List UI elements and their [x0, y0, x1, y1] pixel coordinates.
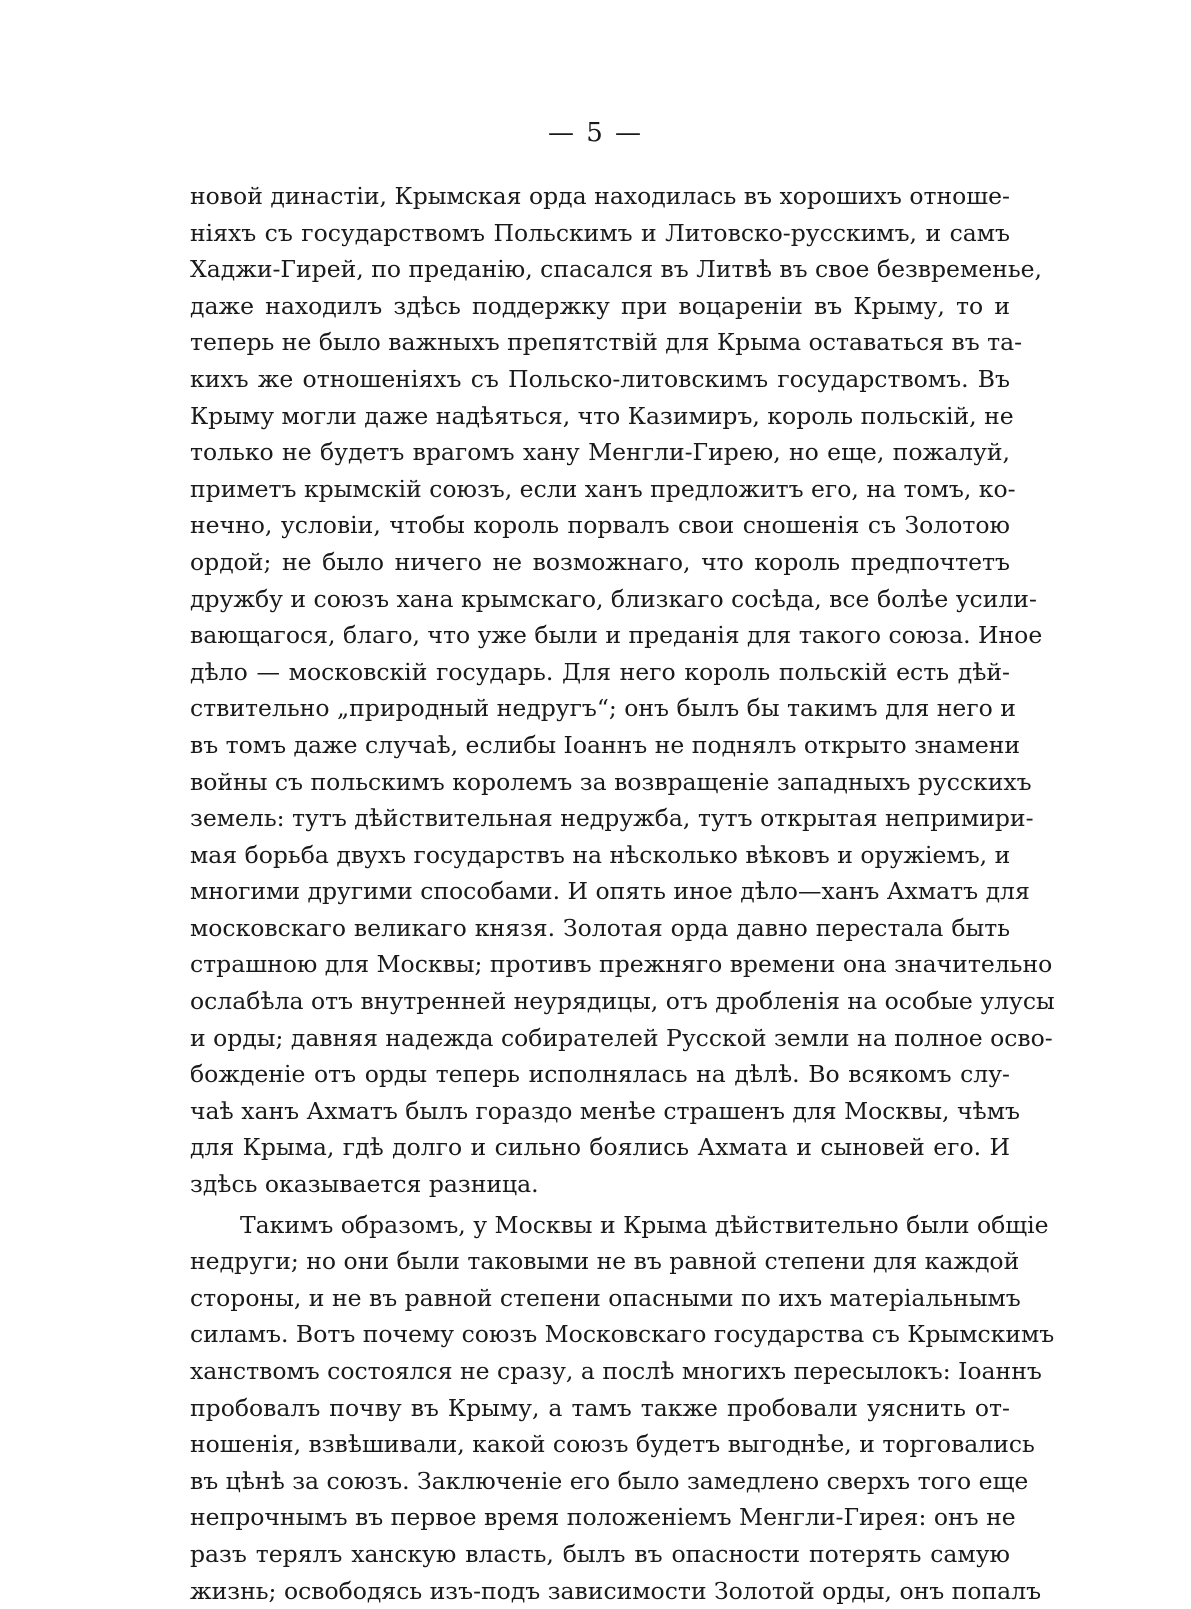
- text-line: непрочнымъ въ первое время положеніемъ Менгли-Гирея: онъ не: [190, 1503, 1016, 1532]
- text-line: разъ терялъ ханскую власть, былъ въ опасности потерять самую: [190, 1539, 1010, 1568]
- text-line: новой династіи, Крымская орда находилась въ хорошихъ отноше-: [190, 182, 1010, 210]
- text-line: силамъ. Вотъ почему союзъ Московскаго государства съ Крымскимъ: [190, 1320, 1055, 1349]
- text-line: и орды; давняя надежда собирателей Русской земли на полное осво-: [190, 1023, 1053, 1052]
- text-line: ханствомъ состоялся не сразу, а послѣ многихъ пересылокъ: Іоаннъ: [190, 1357, 1042, 1385]
- text-line: ніяхъ съ государствомъ Польскимъ и Литовско-русскимъ, и самъ: [190, 218, 1010, 247]
- paragraph: [190, 1207, 1055, 1609]
- text-line: мая борьба двухъ государствъ на нѣсколько вѣковъ и оружіемъ, и: [190, 840, 1011, 869]
- text-line: дѣло — московскій государь. Для него король польскій есть дѣй-: [190, 657, 1010, 686]
- text-line: приметъ крымскій союзъ, если ханъ предложитъ его, на томъ, ко-: [190, 474, 1016, 503]
- text-line: для Крыма, гдѣ долго и сильно боялись Ахмата и сыновей его. И: [190, 1133, 1010, 1162]
- text-line: войны съ польскимъ королемъ за возвращеніе западныхъ русскихъ: [190, 767, 1032, 796]
- text-line: стороны, и не въ равной степени опасными по ихъ матеріальнымъ: [190, 1283, 1021, 1312]
- text-line: земель: тутъ дѣйствительная недружба, тутъ открытая непримири-: [190, 804, 1034, 833]
- text-line: въ цѣнѣ за союзъ. Заключеніе его было замедлено сверхъ того еще: [190, 1466, 1029, 1495]
- paragraph: [190, 178, 1055, 1203]
- text-line: теперь не было важныхъ препятствій для Крыма оставаться въ та-: [190, 328, 1023, 357]
- text-line: ослабѣла отъ внутренней неурядицы, отъ дробленія на особые улусы: [190, 987, 1055, 1016]
- text-line: многими другими способами. И опять иное дѣло—ханъ Ахматъ для: [190, 877, 1030, 906]
- text-line: божденіе отъ орды теперь исполнялась на дѣлѣ. Во всякомъ слу-: [190, 1060, 1010, 1089]
- text-line: московскаго великаго князя. Золотая орда давно перестала быть: [190, 913, 1010, 942]
- text-line: въ томъ даже случаѣ, еслибы Іоаннъ не поднялъ открыто знамени: [190, 730, 1021, 759]
- text-line: страшною для Москвы; противъ прежняго времени она значительно: [190, 950, 1053, 979]
- text-line: ношенія, взвѣшивали, какой союзъ будетъ выгоднѣе, и торговались: [190, 1430, 1035, 1459]
- text-line: ствительно „природный недругъ“; онъ былъ бы такимъ для него и: [190, 694, 1016, 723]
- body-text: [190, 178, 1055, 1609]
- text-line: кихъ же отношеніяхъ съ Польско-литовскимъ государствомъ. Въ: [190, 364, 1010, 393]
- text-line: пробовалъ почву въ Крыму, а тамъ также пробовали уяснить от-: [190, 1393, 1010, 1422]
- text-line: Хаджи-Гирей, по преданію, спасался въ Литвѣ въ свое безвременье,: [190, 255, 1042, 284]
- text-line: Крыму могли даже надѣяться, что Казимиръ, король польскій, не: [190, 401, 1014, 430]
- text-line: вающагося, благо, что уже были и преданія для такого союза. Иное: [190, 621, 1043, 650]
- text-line: ордой; не было ничего не возможнаго, что король предпочтетъ: [190, 547, 1010, 576]
- text-line: нечно, условіи, чтобы король порвалъ свои сношенія съ Золотою: [190, 511, 1010, 540]
- text-line: здѣсь оказывается разница.: [190, 1170, 539, 1199]
- text-line: только не будетъ врагомъ хану Менгли-Гирею, но еще, пожалуй,: [190, 438, 1010, 467]
- text-line: чаѣ ханъ Ахматъ былъ гораздо менѣе страшенъ для Москвы, чѣмъ: [190, 1096, 1020, 1125]
- text-line: недруги; но они были таковыми не въ равной степени для каждой: [190, 1247, 1020, 1276]
- page-number: — 5 —: [547, 118, 644, 148]
- text-line: дружбу и союзъ хана крымскаго, близкаго сосѣда, все болѣе усили-: [190, 584, 1037, 613]
- text-line: жизнь; освободясь изъ-подъ зависимости Золотой орды, онъ попалъ: [190, 1576, 1042, 1605]
- text-line: даже находилъ здѣсь поддержку при воцареніи въ Крыму, то и: [190, 291, 1010, 320]
- text-line: Такимъ образомъ, у Москвы и Крыма дѣйствительно были общіе: [240, 1210, 1049, 1239]
